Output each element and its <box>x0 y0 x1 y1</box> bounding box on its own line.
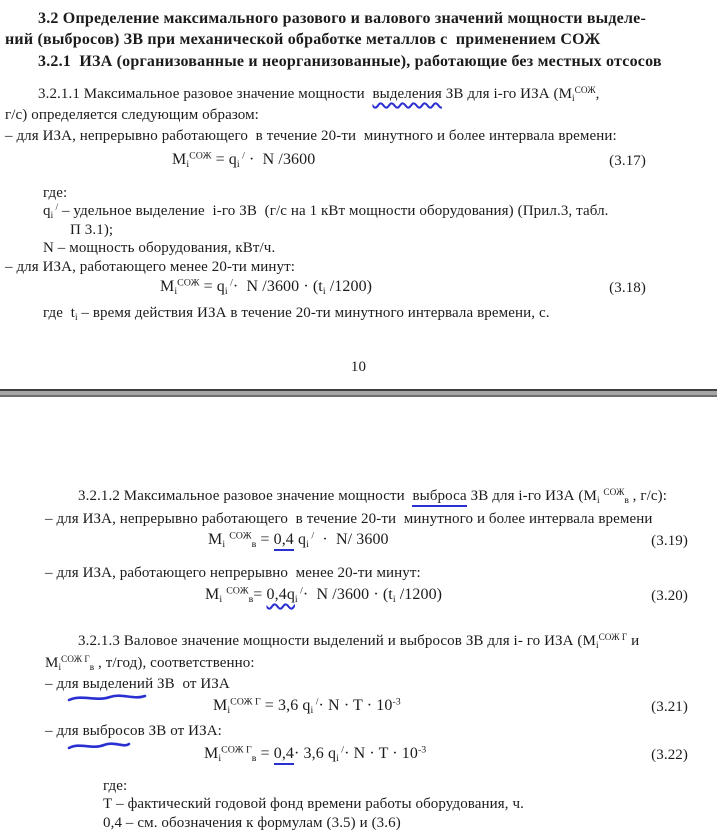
equation-number-3-19: (3.19) <box>651 533 688 549</box>
dash-line-less-20-min: – для ИЗА, работающего менее 20-ти минут: <box>5 259 296 275</box>
equation-number-3-18: (3.18) <box>609 280 646 296</box>
para-3-2-1-1-line-2: г/с) определяется следующим образом: <box>5 107 259 123</box>
para-3-2-1-3-line-2: $M_i^{СОЖ Г}_в$ , т/год), соответственно: <box>45 654 255 673</box>
document-page-2 <box>0 397 717 839</box>
definition-0-4-line: 0,4 – см. обозначения к формулам (3.5) и (3.6) <box>103 815 401 831</box>
para-3-2-1-3-line-1: 3.2.1.3 Валовое значение мощности выделений и выбросов ЗВ для i- го ИЗА ($M_i^{СОЖ Г}$ и <box>78 632 640 651</box>
formula-3-19: $M_i$ $^{СОЖ}_в$ = 0,4 $q_i$ / · N/ 3600 <box>208 530 389 550</box>
definition-t-annual-line: Т – фактический годовой фонд времени работы оборудования, ч. <box>103 796 524 812</box>
equation-number-3-17: (3.17) <box>609 153 646 169</box>
para-3-2-1-2-line-1: 3.2.1.2 Максимальное разовое значение мощности выброса ЗВ для i-го ИЗА ($M_i$ $^{СОЖ}_в$ , г/с): <box>78 487 668 506</box>
formula-3-18: $M_i^{СОЖ} = q_i$ /· N $/3600 \cdot (t_i$ /1200) <box>160 277 373 297</box>
document-page-1 <box>0 0 717 389</box>
pen-stroke-annotation-vydeleniy <box>66 691 148 704</box>
para-3-2-1-1-line-3: – для ИЗА, непрерывно работающего в течение 20-ти минутного и более интервала времени: <box>5 128 617 144</box>
pen-stroke-annotation-vybrosov <box>66 739 132 752</box>
formula-3-20: $M_i$ $^{СОЖ}_в= 0,4q_i$ /· N $/3600 \cdot (t_i$ /1200) <box>205 585 443 605</box>
page-separator-bar <box>0 389 717 397</box>
equation-number-3-21: (3.21) <box>651 699 688 715</box>
where-label: где: <box>43 185 68 201</box>
formula-3-21: $M_i^{СОЖ Г} = 3,6$ $q_i$ $^/\cdot N \cdot T \cdot 10^{-3}$ <box>213 696 401 716</box>
definition-t-line: где $t_i$ – время действия ИЗА в течение 20-ти минутного интервала времени, с. <box>43 305 550 323</box>
dash-line-less-20-min-2: – для ИЗА, работающего непрерывно менее 20-ти минут: <box>45 565 421 581</box>
formula-3-17: $M_i^{СОЖ} = q_i$ / · N /3600 <box>172 150 316 170</box>
para-3-2-1-1-line-1: 3.2.1.1 Максимальное разовое значение мощности выделения ЗВ для i-го ИЗА ($M_i^{СОЖ}$, <box>38 85 600 104</box>
where-label-2: где: <box>103 778 128 794</box>
page-number: 10 <box>350 359 367 375</box>
dash-line-vydeleniy: – для выделений ЗВ от ИЗА <box>45 676 230 692</box>
para-3-2-1-2-line-2: – для ИЗА, непрерывно работающего в течение 20-ти минутного и более интервала времени <box>45 511 653 527</box>
formula-3-22: $M_i^{СОЖ Г}_в = 0,4\cdot 3,6$ $q_i$ $^/\cdot N \cdot T \cdot 10^{-3}$ <box>204 744 427 764</box>
equation-number-3-22: (3.22) <box>651 747 688 763</box>
section-3-2-heading-line-2: ний (выбросов) ЗВ при механической обработке металлов с применением СОЖ <box>5 31 601 48</box>
dash-line-vybrosov: – для выбросов ЗВ от ИЗА: <box>45 723 222 739</box>
equation-number-3-20: (3.20) <box>651 588 688 604</box>
definition-n-line: N – мощность оборудования, кВт/ч. <box>43 240 276 256</box>
definition-q-line: $q_i$ / – удельное выделение i-го ЗВ (г/с на 1 кВт мощности оборудования) (Прил.3, табл. <box>43 202 609 221</box>
section-3-2-heading-line-1: 3.2 Определение максимального разового и валового значений мощности выделе- <box>38 10 646 27</box>
section-3-2-1-heading: 3.2.1 ИЗА (организованные и неорганизованные), работающие без местных отсосов <box>38 53 662 70</box>
definition-q-line-continuation: П 3.1); <box>70 222 114 238</box>
